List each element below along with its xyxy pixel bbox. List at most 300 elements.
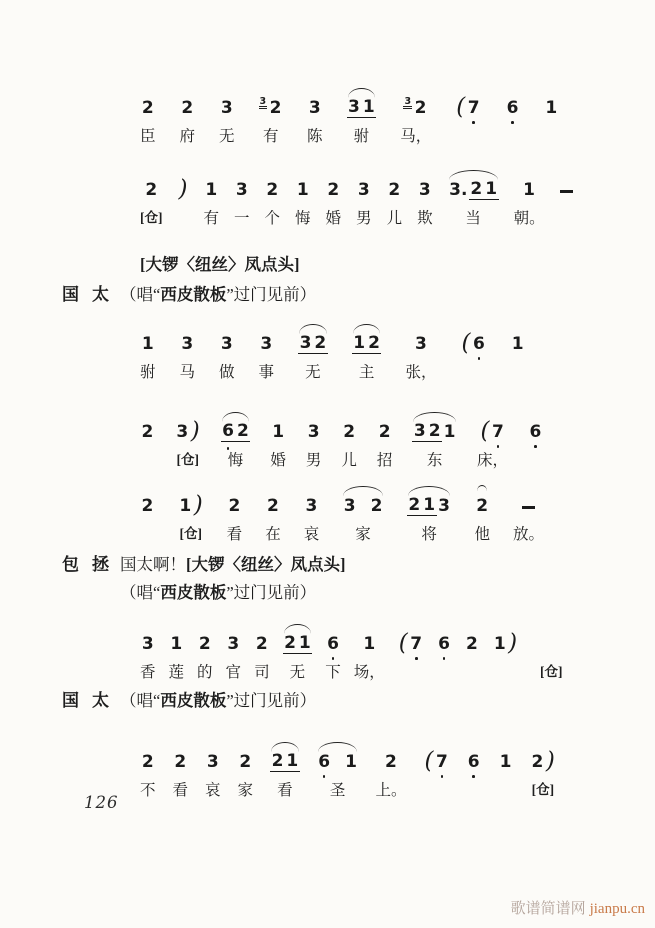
note-digit: 1: [179, 496, 192, 516]
note: [283, 620, 313, 654]
note-token: [270, 408, 286, 470]
stage-direction-line: [0, 688, 655, 714]
note-digit: 6: [438, 634, 450, 654]
note-token: [298, 320, 328, 382]
page-number: 126: [84, 793, 119, 812]
lyric-syllable: 不: [140, 782, 156, 799]
lyric-syllable: 当: [465, 210, 481, 227]
note-digit: 2: [314, 333, 327, 353]
note-token: [477, 408, 508, 470]
note-digit: 3: [141, 634, 154, 654]
direction-text: （唱“: [120, 691, 161, 710]
score: [0, 84, 655, 800]
lyric-syllable: [仓]: [176, 452, 199, 467]
lyric-syllable: 放。: [512, 526, 544, 543]
lyric-syllable: 陈: [307, 128, 323, 145]
lyric-syllable: 哀: [303, 526, 320, 543]
note-digit: 1: [345, 752, 357, 772]
note: [140, 320, 155, 354]
lyric-syllable: 婚: [325, 210, 342, 227]
note-digit: 2: [266, 180, 279, 200]
close-paren: ): [178, 176, 188, 202]
watermark: [507, 897, 645, 918]
note: [437, 620, 452, 654]
note: [140, 84, 155, 118]
note-digit: 3: [220, 98, 233, 118]
lyric-syllable: 朝。: [513, 210, 545, 227]
lyric-syllable: 圣: [329, 782, 346, 799]
note-digit: 2: [476, 496, 489, 516]
lyric-syllable: 莲: [168, 664, 185, 681]
note: [140, 738, 155, 772]
note: [219, 320, 234, 354]
lyric-syllable: 上。: [375, 782, 407, 799]
lyric-syllable: 有: [203, 210, 219, 227]
note-token: [219, 320, 235, 382]
stage-direction-line: [0, 282, 655, 308]
note-token: [221, 408, 251, 470]
lyric-syllable: 在: [265, 526, 281, 543]
note-token: [460, 320, 486, 381]
watermark-en-text: jianpu.cn: [589, 901, 645, 917]
close-paren: ): [193, 492, 203, 518]
note-digit: 1: [493, 634, 506, 654]
note-digit: 1: [353, 333, 366, 353]
note: [384, 738, 399, 772]
note-token: [405, 320, 436, 382]
note-digit: 2: [145, 180, 158, 200]
direction-bold-text: 西皮散板: [160, 285, 227, 304]
note-token: [492, 620, 563, 681]
note-digit: 2: [174, 752, 187, 772]
lyric-syllable: 家: [355, 526, 371, 543]
music-line: [0, 738, 655, 800]
note-digit: 2: [343, 422, 356, 442]
note-digit: 3: [415, 334, 427, 354]
role-name: 国太: [62, 285, 122, 304]
direction-text: ”过门见前）: [226, 285, 317, 304]
note: [178, 166, 189, 200]
note-token: [498, 738, 513, 799]
note-digit: 2: [141, 98, 154, 118]
note-digit: 2: [255, 634, 268, 654]
lyric-syllable: 官: [225, 664, 242, 681]
note: [140, 408, 155, 442]
note: [510, 320, 525, 354]
lyric-syllable: 府: [179, 128, 196, 145]
note-digit: 7: [410, 634, 423, 654]
note-token: [326, 166, 342, 228]
note-digit: 6: [506, 98, 519, 118]
lyric-syllable: 看: [226, 526, 243, 543]
note-digit: 1: [298, 633, 311, 653]
direction-text: （唱“: [120, 285, 161, 304]
note: [270, 738, 300, 772]
note-token: [307, 84, 323, 146]
note-token: [325, 620, 341, 682]
note-token: [226, 620, 242, 682]
note: [362, 620, 377, 654]
note-digit: 2: [378, 422, 391, 442]
direction-bold-text: [大锣〈纽丝〉凤点头]: [186, 555, 346, 574]
open-paren: (: [424, 748, 434, 774]
note-digit: 1: [499, 752, 512, 772]
note: [180, 320, 195, 354]
music-line: [0, 482, 655, 544]
note-token: [270, 738, 300, 800]
note: [169, 620, 184, 654]
note-token: [205, 738, 221, 800]
grace-note: 3: [259, 97, 268, 110]
note: [259, 320, 274, 354]
note-digit: 2: [370, 496, 383, 516]
note: [304, 482, 319, 516]
note-digit: 3: [220, 334, 233, 354]
note-digit: 3: [308, 98, 321, 118]
note-token: [400, 84, 431, 146]
note-token: [197, 620, 213, 682]
lyric-syllable: 欺: [417, 210, 433, 227]
stage-direction-line: [0, 552, 655, 578]
note: [144, 166, 159, 200]
note: [522, 166, 537, 200]
lyric-syllable: 看: [172, 782, 189, 799]
note-digit: 3: [348, 97, 360, 117]
note: [417, 166, 432, 200]
lyric-syllable: 场，: [353, 664, 385, 681]
note-digit: 3.: [449, 180, 468, 200]
note: [530, 738, 556, 772]
note-token: [317, 738, 359, 800]
note-digit: 1: [485, 179, 498, 199]
lyric-syllable: 悔: [295, 210, 311, 227]
note-digit: 6: [529, 422, 542, 442]
note-digit: 3: [418, 180, 431, 200]
tie-arc: [343, 486, 383, 496]
lyric-syllable: 下: [325, 664, 341, 681]
note-token: [341, 408, 357, 470]
open-paren: (: [480, 418, 490, 444]
lyric-syllable: 马，: [400, 128, 432, 145]
note-token: [514, 166, 545, 228]
note-digit: 2: [414, 98, 427, 118]
note-digit: 2: [531, 752, 544, 772]
lyric-syllable: 男: [356, 210, 372, 227]
note: [475, 482, 490, 516]
lyric-syllable: 张，: [405, 364, 437, 381]
direction-bold-text: 西皮散板: [160, 691, 227, 710]
note: [140, 620, 155, 654]
note: [271, 408, 286, 442]
note-digit: 1: [141, 334, 154, 354]
note: [221, 408, 251, 442]
note: [238, 738, 253, 772]
note-digit: 1: [296, 180, 309, 200]
note-digit: 2: [284, 633, 296, 653]
lyric-syllable: 的: [197, 664, 213, 681]
note: [259, 84, 283, 118]
note-token: [173, 738, 189, 800]
note-digit: 2: [181, 98, 194, 118]
note: [175, 408, 201, 442]
direction-text: （唱“: [120, 583, 161, 602]
role-name: 国太: [62, 691, 122, 710]
note: [342, 408, 357, 442]
note-token: [505, 84, 520, 145]
lyric-syllable: 将: [421, 526, 437, 543]
lyric-syllable: 有: [263, 128, 279, 145]
note-token: [238, 738, 254, 800]
note-token: [265, 166, 281, 228]
note: [306, 408, 321, 442]
lyric-syllable: 驸: [353, 128, 370, 145]
note: [387, 166, 402, 200]
note-token: [180, 320, 196, 382]
note-digit: 3: [299, 333, 312, 353]
note: [423, 738, 449, 772]
note-token: [387, 166, 403, 228]
lyric-syllable: 婚: [270, 452, 286, 469]
note-digit: 2: [465, 634, 478, 654]
note-token: [356, 166, 372, 228]
duration-dash: [560, 190, 573, 193]
note-token: [140, 408, 155, 469]
lyric-syllable: 一: [234, 210, 250, 227]
note: [204, 166, 219, 200]
note-token: [219, 84, 235, 146]
direction-text: ”过门见前）: [226, 691, 317, 710]
lyric-syllable: 他: [474, 526, 490, 543]
note: [295, 166, 310, 200]
note-token: [510, 320, 525, 381]
note-digit: 6: [467, 752, 480, 772]
lyric-syllable: 司: [254, 664, 270, 681]
note: [398, 620, 424, 654]
note: [407, 482, 452, 516]
note: [498, 738, 513, 772]
note-token: [352, 320, 382, 382]
note-token: [448, 166, 499, 228]
note: [180, 84, 195, 118]
note-digit: 1: [205, 180, 218, 200]
note-digit: 2: [141, 496, 154, 516]
lyric-syllable: 哀: [205, 782, 221, 799]
note-token: [528, 408, 543, 469]
lyric-syllable: 儿: [386, 210, 403, 227]
note: [544, 84, 559, 118]
note: [326, 166, 341, 200]
direction-bold-text: 西皮散板: [160, 583, 227, 602]
note-digit: 3: [206, 752, 219, 772]
note: [347, 84, 377, 118]
note-token: [203, 166, 219, 228]
note-digit: 2: [141, 422, 154, 442]
note-token: [234, 166, 250, 228]
note-token: [464, 620, 479, 681]
note-token: [342, 482, 384, 544]
note-token: [180, 84, 196, 146]
note-digit: 7: [435, 752, 448, 772]
direction-text: 国太啊！: [120, 555, 186, 574]
note: [342, 482, 384, 516]
music-line: [0, 84, 655, 146]
note-token: [259, 84, 283, 146]
note: [317, 738, 359, 772]
note: [528, 408, 543, 442]
note-token: [407, 482, 452, 544]
open-paren: (: [398, 630, 408, 656]
lyric-syllable: 无: [219, 128, 235, 145]
close-paren: ): [508, 630, 518, 656]
note-digit: 6: [222, 421, 235, 441]
note-token: [560, 166, 573, 227]
note-digit: 2: [388, 180, 401, 200]
note: [414, 320, 429, 354]
lyric-syllable: [仓]: [531, 782, 555, 797]
note-token: [417, 166, 433, 228]
note: [307, 84, 322, 118]
note: [219, 84, 234, 118]
lyric-syllable: 臣: [140, 128, 156, 145]
note-token: [398, 620, 424, 681]
note: [448, 166, 499, 200]
lyric-syllable: 无: [305, 364, 321, 381]
note: [492, 620, 518, 654]
note-token: [227, 482, 243, 544]
stage-direction-line: [0, 252, 655, 278]
ornament-mark: [477, 485, 487, 491]
note-token: [295, 166, 311, 228]
lyric-syllable: 东: [426, 452, 443, 469]
lyric-syllable: 香: [140, 664, 156, 681]
note-digit: 1: [423, 495, 436, 515]
note-token: [354, 620, 385, 682]
note-token: [175, 408, 201, 469]
lyric-syllable: 招: [376, 452, 393, 469]
note: [326, 620, 341, 654]
note-digit: 2: [267, 496, 279, 516]
note-digit: 3: [357, 180, 370, 200]
note-token: [140, 166, 163, 227]
note-token: [254, 620, 270, 682]
lyric-syllable: 家: [237, 782, 254, 799]
note: [505, 84, 520, 118]
note-digit: 1: [286, 751, 299, 771]
lyric-syllable: [仓]: [539, 664, 563, 679]
note-digit: 2: [428, 421, 441, 441]
grace-note: 3: [403, 97, 412, 110]
note-digit: 2: [385, 752, 397, 772]
note: [412, 408, 457, 442]
lyric-syllable: 无: [289, 664, 306, 681]
note-digit: 2: [368, 333, 380, 353]
note-digit: 1: [511, 334, 524, 354]
lyric-syllable: 儿: [341, 452, 357, 469]
note-digit: 7: [492, 422, 504, 442]
note-digit: 3: [227, 634, 240, 654]
note: [227, 482, 242, 516]
note-digit: 3: [307, 422, 320, 442]
note-digit: 6: [327, 634, 339, 654]
note-token: [140, 482, 155, 543]
note-digit: 2: [408, 495, 421, 515]
note-digit: 3: [343, 496, 356, 516]
note-token: [304, 482, 320, 544]
note-token: [283, 620, 313, 682]
note: [205, 738, 220, 772]
note-digit: 3: [181, 334, 194, 354]
note-digit: 2: [198, 634, 211, 654]
note-token: [169, 620, 185, 682]
note-token: [530, 738, 556, 799]
open-paren: (: [456, 94, 466, 120]
note-token: [544, 84, 559, 145]
lyric-syllable: 马: [179, 364, 196, 381]
note-digit: 2: [269, 98, 282, 118]
lyric-syllable: 看: [277, 782, 293, 799]
note: [178, 482, 204, 516]
note: [298, 320, 328, 354]
note-token: [412, 408, 457, 470]
close-paren: ): [190, 418, 200, 444]
note-digit: 6: [472, 334, 485, 354]
note-digit: 3: [235, 180, 248, 200]
note-digit: 1: [443, 422, 456, 442]
note-token: [140, 320, 156, 382]
note-digit: 2: [228, 496, 241, 516]
note-token: [306, 408, 322, 470]
note-digit: 2: [470, 179, 483, 199]
note: [173, 738, 188, 772]
note: [455, 84, 481, 118]
note-token: [140, 620, 156, 682]
note: [197, 620, 212, 654]
note-digit: 3: [413, 421, 426, 441]
note-digit: 3: [438, 496, 450, 516]
note-token: [437, 620, 452, 681]
note: [403, 84, 427, 118]
note-token: [265, 482, 281, 544]
role-name: 包拯: [62, 555, 122, 574]
lyric-syllable: [仓]: [179, 526, 202, 541]
note-token: [455, 84, 481, 145]
lyric-syllable: 床，: [476, 452, 508, 469]
lyric-syllable: [仓]: [140, 210, 163, 225]
direction-text: ”过门见前）: [226, 583, 317, 602]
open-paren: (: [461, 330, 471, 356]
note-token: [347, 84, 377, 146]
note-digit: 1: [523, 180, 536, 200]
note-digit: 1: [362, 97, 375, 117]
lyric-syllable: 主: [358, 364, 375, 381]
note-digit: 2: [271, 751, 284, 771]
music-line: [0, 620, 655, 682]
stage-direction-line: [0, 580, 655, 606]
note: [352, 320, 382, 354]
note: [480, 408, 506, 442]
note-digit: 1: [545, 98, 558, 118]
music-line: [0, 166, 655, 228]
duration-dash: [522, 506, 535, 509]
watermark-cn-text: 歌谱简谱网: [510, 901, 586, 917]
direction-bold-text: [大锣〈纽丝〉凤点头]: [140, 255, 300, 274]
note-digit: 2: [327, 180, 340, 200]
note-token: [423, 738, 449, 799]
note-digit: 3: [176, 422, 189, 442]
note-digit: 2: [141, 752, 154, 772]
note-token: [377, 408, 393, 470]
note: [560, 166, 573, 200]
